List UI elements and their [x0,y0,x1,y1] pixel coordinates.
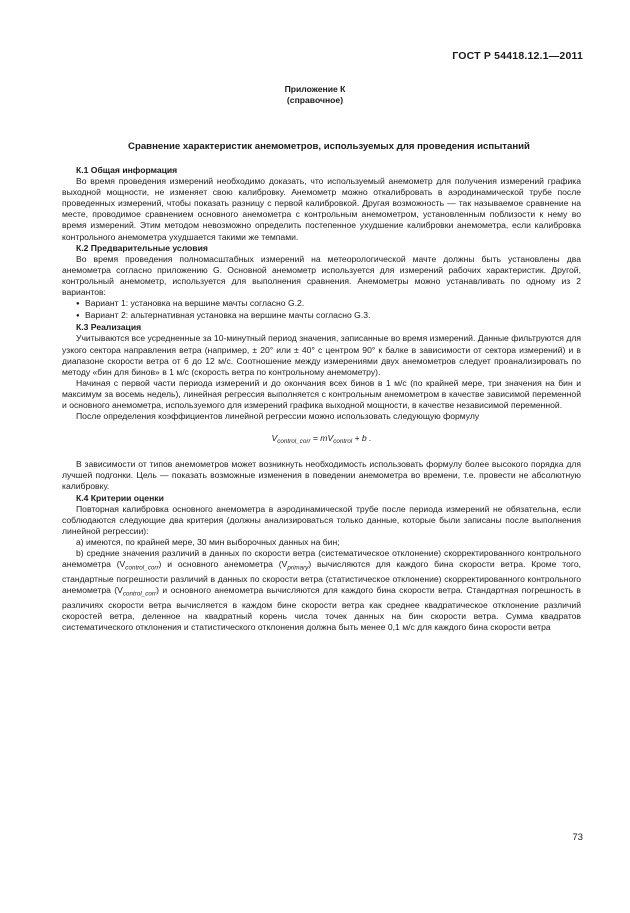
k4-heading: К.4 Критерии оценки [76,492,164,503]
k1-heading: К.1 Общая информация [76,165,178,175]
k3-paragraph-4: В зависимости от типов анемометров может возникнуть необходимость использовать формулу более высокого порядка для лучшей подгонки. Цель — показать возможные изменения в поведении анемометра во времени, т.е. провести не абсолютную калибровку. [62,459,581,492]
page-number: 73 [572,832,583,843]
annex-heading [0,84,630,106]
annex-subtitle: (справочное) [286,95,344,105]
k1-paragraph: Во время проведения измерений необходимо доказать, что используемый анемометр для получения измерений графика выходной мощности, не изменяет свою калибровку. Анемометр можно откалибровать в аэродинамической трубе после проведенных измерений, чтобы показать разницу с первой калибровкой. Другая возможность — так называемое сравнение на месте, проводимое сравнением основного анемометра с контрольным анемометром, установленным поблизости к нему во время измерений. Этим методом невозможно определить постепенное ухудшение калибровки анемометра, если калибровка контрольного анемометра ухудшается такими же темпами. [62,176,581,242]
regression-formula: $V_{control\_corr} = mV_{control} + b$ . [271,433,372,446]
annex-title: Приложение К [284,84,346,94]
k2-heading: К.2 Предварительные условия [76,242,208,253]
section-title: Сравнение характеристик анемометров, используемых для проведения испытаний [128,141,530,152]
criterion-b: b) средние значения различий в данных по скорости ветра (систематическое отклонение) скорректированного контрольного анемометра $(V_{control\_corr})$ и основного анемометра $(V_{primary})$ вычисляются для каждого бина скорости ветра. Кроме того, стандартные погрешности различий в данных по скорости ветра (статистическое отклонение) скорректированного контрольного анемометра $(V_{control\_corr})$ и основного анемометра вычисляются для каждого бина скорости ветра. Стандартная погрешность в различиях скорости ветра вычисляется в каждом бине скорости ветра как среднее квадратическое отклонение различий скоростей ветра, деленное на квадратный корень числа точек данных на бин скорости ветра. Сумма квадратов систематического отклонения и статистического отклонения должна быть менее 0,1 м/с для каждого бина скорости ветра [62,548,581,632]
bullet-icon: ● [76,313,80,320]
k3-paragraph-2: Начиная с первой части периода измерений и до окончания всех бинов в 1 м/с (по крайней мере, три значения на бин и максимум за восемь недель), линейная регрессия выполняется с контрольным анемометром в качестве зависимой переменной и основного анемометра, используемого для измерений графика выходной мощности, в качестве независимой переменной. [62,377,581,410]
k3-paragraph-3: После определения коэффициентов линейной регрессии можно использовать следующую формулу [76,411,480,422]
k2-paragraph: Во время проведения полномасштабных измерений на метеорологической мачте должны быть установлены два анемометра согласно приложению G. Основной анемометр используется для измерений рабочих характеристик. Другой, контрольный анемометр, используется для выполнения сравнения. Анемометры можно устанавливать по одному из 2 вариантов: [62,253,581,298]
criterion-a: а) имеются, по крайней мере, 30 мин выборочных данных на бин; [76,536,340,547]
list-item: ● Вариант 2: альтернативная установка на вершине мачты согласно G.3. [76,310,581,322]
bullet-icon: ● [76,301,80,308]
standard-header: ГОСТ Р 54418.12.1—2011 [452,50,583,62]
k4-paragraph: Повторная калибровка основного анемометра в аэродинамической трубе после периода измерений не обязательна, если соблюдаются следующие два критерия (должны анализироваться только данные, которые были записаны после выполнения линейной регрессии): [62,503,581,536]
k3-heading: К.3 Реализация [76,322,142,333]
list-item: ● Вариант 1: установка на вершине мачты согласно G.2. [76,298,581,310]
body-text [62,165,581,633]
k3-paragraph-1: Учитываются все усредненные за 10-минутный период значения, записанные во время измерений. Данные фильтруются для узкого сектора направления ветра (например, ± 20° или ± 40° с центром 90° к балке в зависимости от сектора измерений) и в диапазоне скорости ветра от 6 до 12 м/с. Соотношение между измерениями двух анемометров следует проанализировать по методу «бин для бинов» в 1 м/с (скорость ветра по контрольному анемометру). [62,333,581,377]
variant-list [62,298,581,322]
